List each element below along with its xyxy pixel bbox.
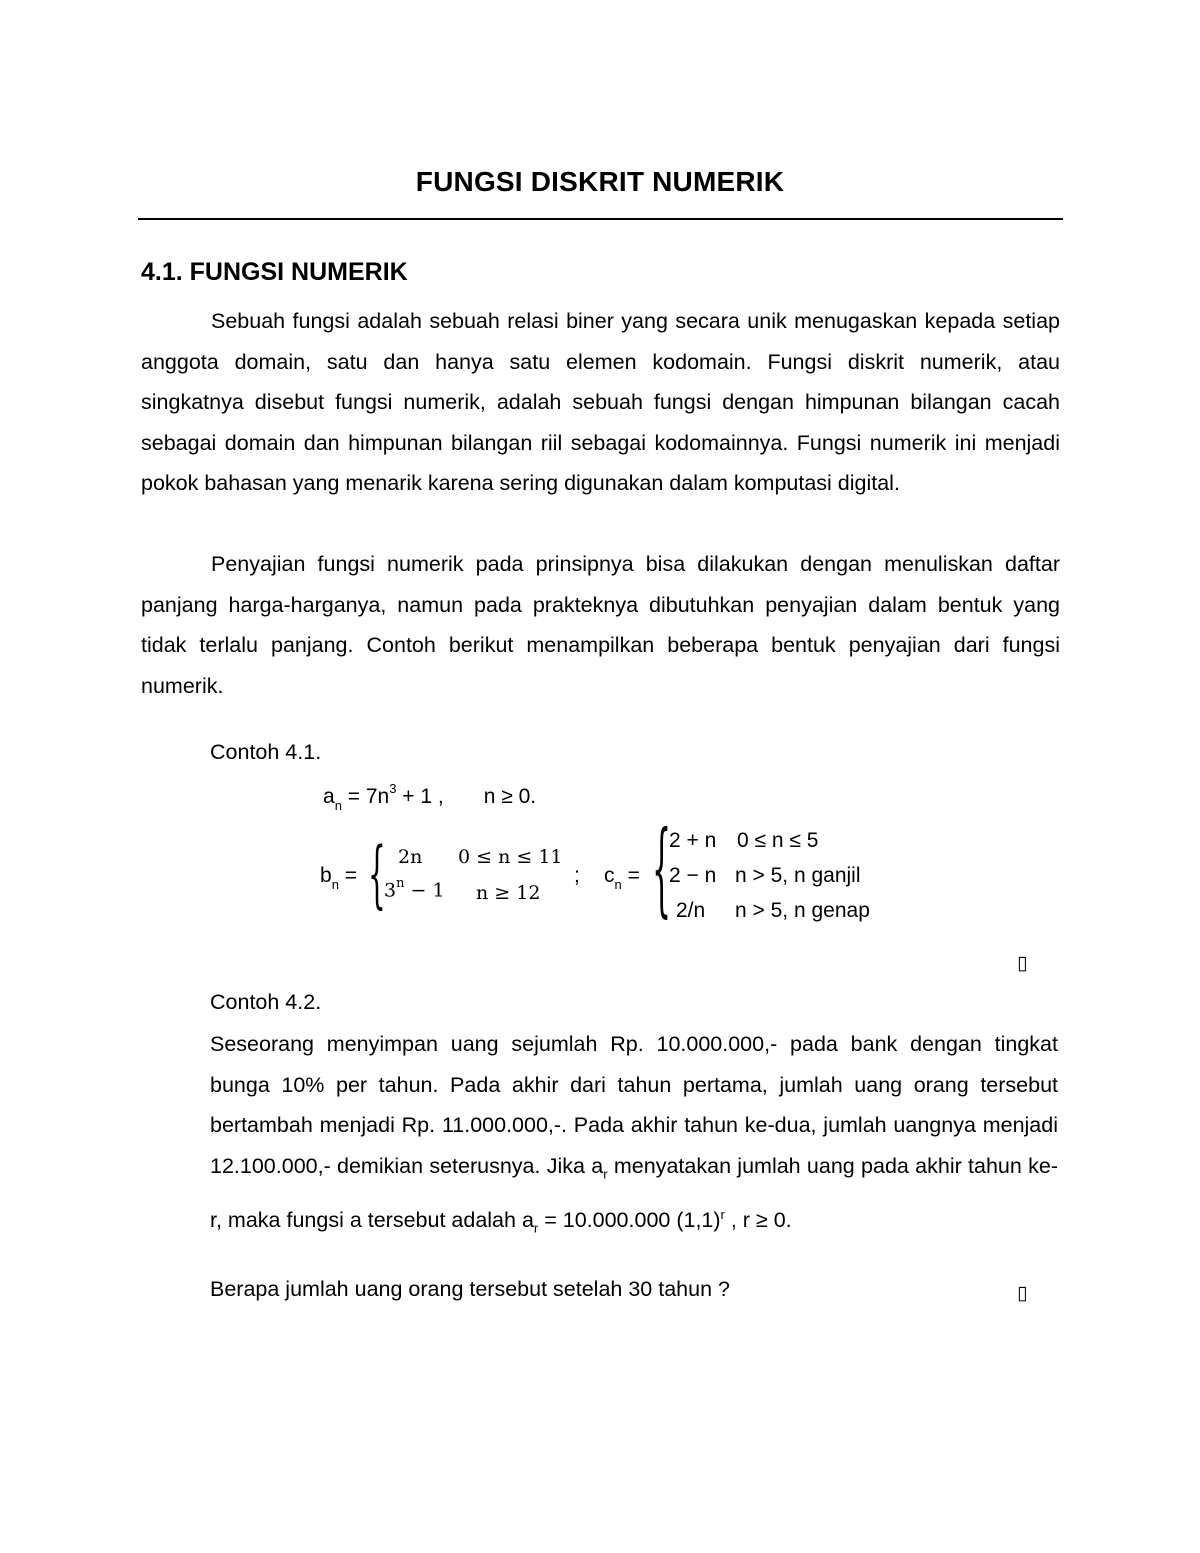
ex2-text-part-3: = 10.000.000 (1,1) <box>538 1207 721 1232</box>
eq-c-case-3-cond: n > 5, n genap <box>735 899 870 922</box>
eq-b-case-2-post: − 1 <box>404 879 445 902</box>
page-title: FUNGSI DISKRIT NUMERIK <box>415 166 785 197</box>
eq-c-case-1-expr: 2 + n <box>669 829 717 852</box>
eq-b-equals: = <box>338 864 358 887</box>
example-4-1-label: Contoh 4.1. <box>210 740 322 764</box>
eq-a-lhs: a <box>323 785 335 808</box>
eq-a-exponent: 3 <box>389 781 397 796</box>
eq-c-equals: = <box>621 864 640 887</box>
eq-c-case-2-expr: 2 − n <box>669 864 717 887</box>
eq-a-condition: n ≥ 0. <box>483 785 537 808</box>
title-underline <box>138 218 1063 220</box>
eq-a-rhs-post: + 1 , <box>396 785 444 808</box>
paragraph-presentation: Penyajian fungsi numerik pada prinsipnya bisa dilakukan dengan menuliskan daftar panjang harga-harganya, namun pada prakteknya dibutuhkan penyajian dalam bentuk yang tidak terlalu panjang. Contoh berikut menampilkan beberapa bentuk penyajian dari fungsi numerik. <box>141 552 1060 698</box>
eq-b-lhs-base: b <box>320 864 332 887</box>
eq-a-rhs: = 7n <box>341 785 390 808</box>
eq-b-case-2-base: 3 <box>384 879 397 902</box>
equation-separator: ; <box>574 864 580 887</box>
example-4-2-text <box>210 1024 1058 1249</box>
ex2-exponent-r: r <box>720 1206 725 1222</box>
eq-b-case-1-expr: 2n <box>398 846 423 868</box>
equation-c-lhs <box>604 864 640 893</box>
example-4-2-label: Contoh 4.2. <box>210 990 322 1014</box>
eq-b-case-2-exponent: n <box>396 876 405 891</box>
eq-c-lhs-sub: n <box>614 877 622 893</box>
ex2-text-part-1: Seseorang menyimpan uang sejumlah Rp. 10.000.000,- pada bank dengan tingkat bunga 10% per tahun. Pada akhir dari tahun pertama, jumlah uang orang tersebut bertambah menjadi Rp. 11.000.000,-. Pada akhir tahun ke-dua, jumlah uangnya menjadi 12.100.000,- demikian seterusnya. Jika a <box>210 1032 1058 1178</box>
eq-c-case-1-cond: 0 ≤ n ≤ 5 <box>737 829 819 852</box>
eq-c-lhs-base: c <box>604 864 615 887</box>
eq-a-lhs-sub: n <box>334 798 342 814</box>
section-heading: 4.1. FUNGSI NUMERIK <box>141 258 408 286</box>
end-of-example-mark: ▯ <box>1017 953 1028 974</box>
end-of-example-mark: ▯ <box>1017 1283 1028 1304</box>
ex2-subscript-r: r <box>603 1166 608 1182</box>
equation-a <box>323 781 537 814</box>
eq-b-case-2-cond: n ≥ 12 <box>476 882 541 904</box>
ex2-text-part-2: menyatakan jumlah uang pada akhir tahun ke-r, maka fungsi a tersebut adalah a <box>210 1153 1058 1232</box>
ex2-subscript-r: r <box>533 1220 539 1236</box>
left-brace: { <box>368 831 386 917</box>
paragraph-definition: Sebuah fungsi adalah sebuah relasi biner yang secara unik menugaskan kepada setiap anggota domain, satu dan hanya satu elemen kodomain. Fungsi diskrit numerik, atau singkatnya disebut fungsi numerik, adalah sebuah fungsi dengan himpunan bilangan cacah sebagai domain dan himpunan bilangan riil sebagai kodomainnya. Fungsi numerik ini menjadi pokok bahasan yang menarik karena sering digunakan dalam komputasi digital. <box>141 309 1060 496</box>
example-4-2-question: Berapa jumlah uang orang tersebut setelah 30 tahun ? <box>210 1277 730 1301</box>
eq-b-case-1-cond: 0 ≤ n ≤ 11 <box>458 846 563 868</box>
equation-b-lhs <box>320 864 358 893</box>
ex2-text-part-4: , r ≥ 0. <box>724 1207 792 1232</box>
eq-b-lhs-sub: n <box>331 877 339 893</box>
eq-c-case-2-cond: n > 5, n ganjil <box>735 864 861 887</box>
eq-c-case-3-expr: 2/n <box>676 899 706 922</box>
eq-b-case-2-expr <box>384 878 445 901</box>
left-brace: { <box>652 811 672 931</box>
